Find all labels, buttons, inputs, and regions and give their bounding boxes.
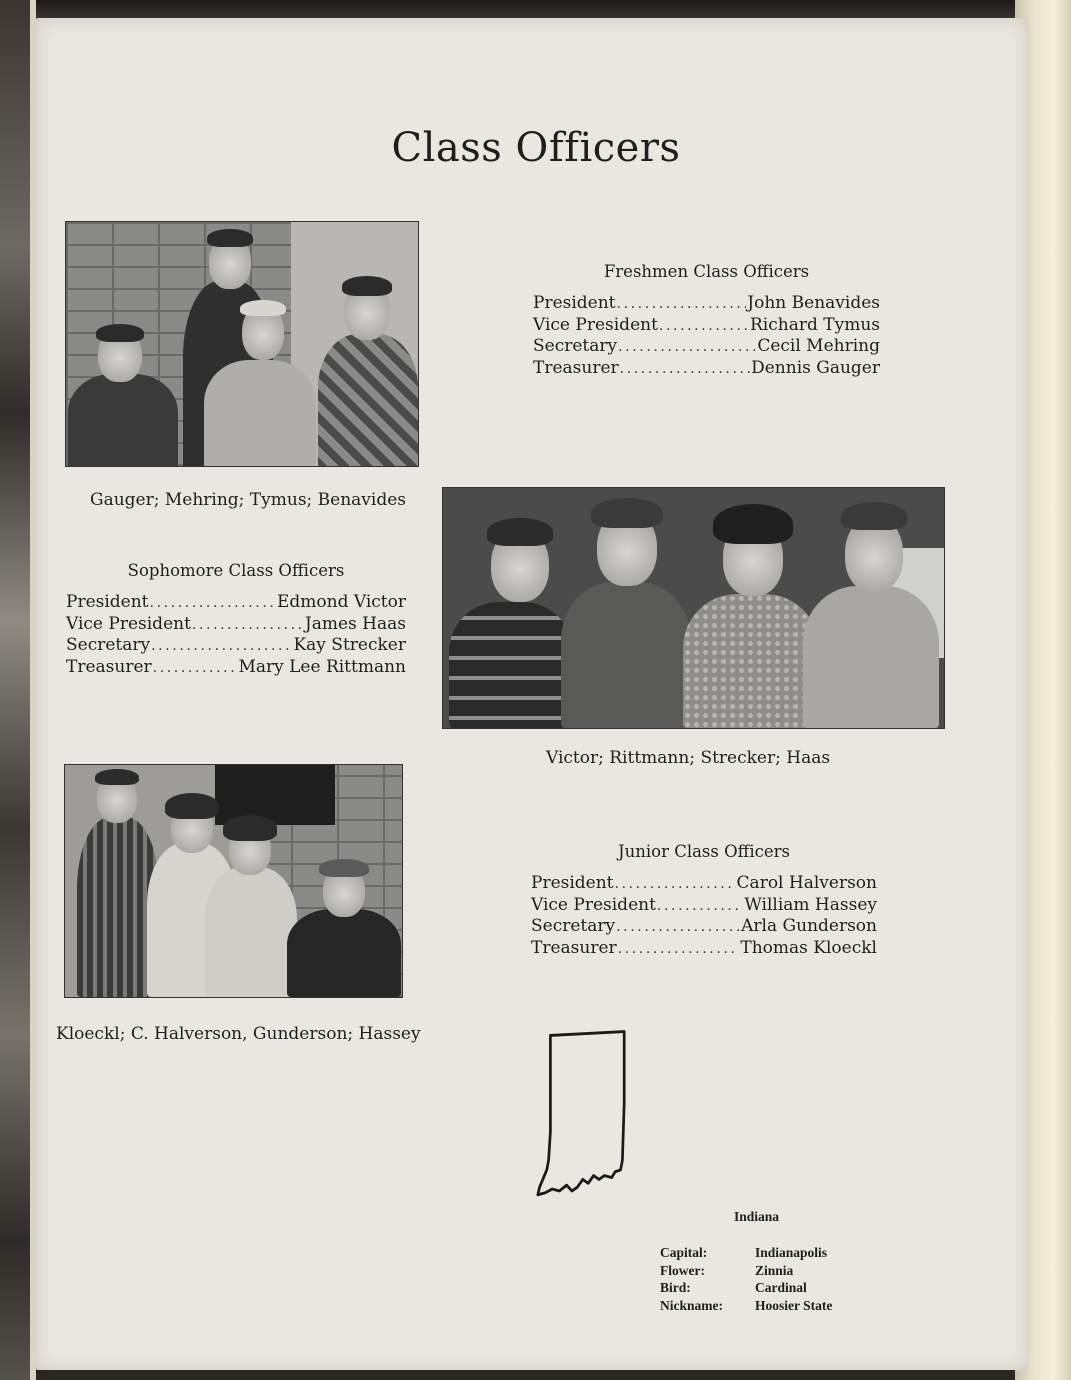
junior-officers-list bbox=[531, 842, 877, 959]
officer-row bbox=[66, 657, 406, 679]
book-binding-top bbox=[36, 0, 1071, 20]
leader-dots bbox=[616, 917, 740, 938]
leader-dots bbox=[620, 359, 750, 380]
officer-row bbox=[531, 873, 877, 895]
freshmen-officers-photo bbox=[65, 221, 419, 467]
officer-role: President bbox=[66, 592, 149, 612]
officer-name: Thomas Kloeckl bbox=[740, 937, 877, 958]
photo-person bbox=[561, 496, 691, 728]
leader-dots bbox=[659, 316, 749, 337]
fact-label: Capital: bbox=[660, 1245, 708, 1260]
officer-role: President bbox=[531, 873, 614, 893]
officer-name: James Haas bbox=[304, 613, 406, 634]
officer-row bbox=[66, 592, 406, 614]
state-name: Indiana bbox=[734, 1209, 780, 1224]
photo-person bbox=[66, 322, 184, 467]
officer-name: Carol Halverson bbox=[736, 873, 877, 893]
freshmen-heading: Freshmen Class Officers bbox=[603, 262, 810, 281]
officer-row bbox=[533, 336, 880, 358]
officer-row bbox=[531, 895, 877, 917]
officer-role: Secretary bbox=[533, 336, 618, 356]
officer-role: Secretary bbox=[531, 916, 616, 936]
fact-value: Zinnia bbox=[755, 1262, 794, 1278]
fact-label: Flower: bbox=[660, 1262, 705, 1278]
state-facts bbox=[660, 1209, 900, 1329]
officer-name: Cecil Mehring bbox=[757, 336, 880, 356]
officer-name: Dennis Gauger bbox=[751, 357, 880, 378]
officer-row bbox=[533, 358, 880, 380]
photo-person bbox=[204, 300, 316, 467]
leader-dots bbox=[150, 593, 276, 614]
officer-row bbox=[533, 293, 880, 315]
officer-role: President bbox=[533, 293, 616, 313]
photo-person bbox=[205, 815, 297, 997]
fact-label: Nickname: bbox=[660, 1297, 723, 1313]
officer-name: John Benavides bbox=[747, 293, 880, 313]
fact-value: Hoosier State bbox=[755, 1297, 833, 1313]
officer-name: Richard Tymus bbox=[750, 314, 880, 335]
photo-person bbox=[683, 502, 819, 728]
leader-dots bbox=[615, 874, 736, 895]
leader-dots bbox=[618, 939, 740, 960]
fact-value: Cardinal bbox=[755, 1280, 807, 1295]
fact-value: Indianapolis bbox=[755, 1245, 828, 1260]
officer-role: Vice President bbox=[66, 613, 191, 634]
photo-person bbox=[803, 500, 939, 728]
state-facts-table bbox=[660, 1245, 875, 1314]
yearbook-page bbox=[36, 18, 1028, 1370]
sophomore-officers-list bbox=[66, 561, 406, 678]
officer-row bbox=[66, 614, 406, 636]
sophomore-heading: Sophomore Class Officers bbox=[127, 561, 345, 580]
officer-role: Vice President bbox=[531, 894, 656, 915]
officer-row bbox=[531, 916, 877, 938]
junior-officers-photo bbox=[64, 764, 403, 998]
officer-row bbox=[66, 635, 406, 657]
officer-name: William Hassey bbox=[744, 894, 877, 915]
leader-dots bbox=[151, 636, 292, 657]
freshmen-officers-list bbox=[533, 262, 880, 379]
fact-label: Bird: bbox=[660, 1280, 691, 1295]
leader-dots bbox=[153, 658, 238, 679]
sophomore-photo-caption: Victor; Rittmann; Strecker; Haas bbox=[546, 748, 831, 768]
officer-role: Secretary bbox=[66, 635, 151, 655]
freshmen-photo-caption: Gauger; Mehring; Tymus; Benavides bbox=[90, 490, 407, 510]
photo-person bbox=[287, 859, 401, 997]
page-title: Class Officers bbox=[391, 124, 681, 171]
officer-name: Arla Gunderson bbox=[741, 916, 877, 936]
leader-dots bbox=[657, 896, 743, 917]
officer-role: Vice President bbox=[533, 314, 658, 335]
indiana-state-outline-icon bbox=[527, 1022, 627, 1202]
officer-role: Treasurer bbox=[531, 937, 617, 958]
officer-row bbox=[533, 315, 880, 337]
officer-name: Edmond Victor bbox=[276, 592, 406, 612]
facing-page-strip bbox=[0, 0, 36, 1380]
junior-photo-caption: Kloeckl; C. Halverson, Gunderson; Hassey bbox=[56, 1024, 421, 1044]
officer-name: Mary Lee Rittmann bbox=[238, 656, 406, 677]
officer-role: Treasurer bbox=[66, 656, 152, 677]
officer-row bbox=[531, 938, 877, 960]
leader-dots bbox=[617, 294, 747, 315]
leader-dots bbox=[618, 337, 756, 358]
leader-dots bbox=[192, 615, 304, 636]
junior-heading: Junior Class Officers bbox=[617, 842, 791, 861]
photo-person bbox=[449, 516, 573, 728]
sophomore-officers-photo bbox=[442, 487, 945, 729]
officer-role: Treasurer bbox=[533, 357, 619, 378]
photo-person bbox=[318, 276, 418, 467]
officer-name: Kay Strecker bbox=[293, 635, 406, 655]
